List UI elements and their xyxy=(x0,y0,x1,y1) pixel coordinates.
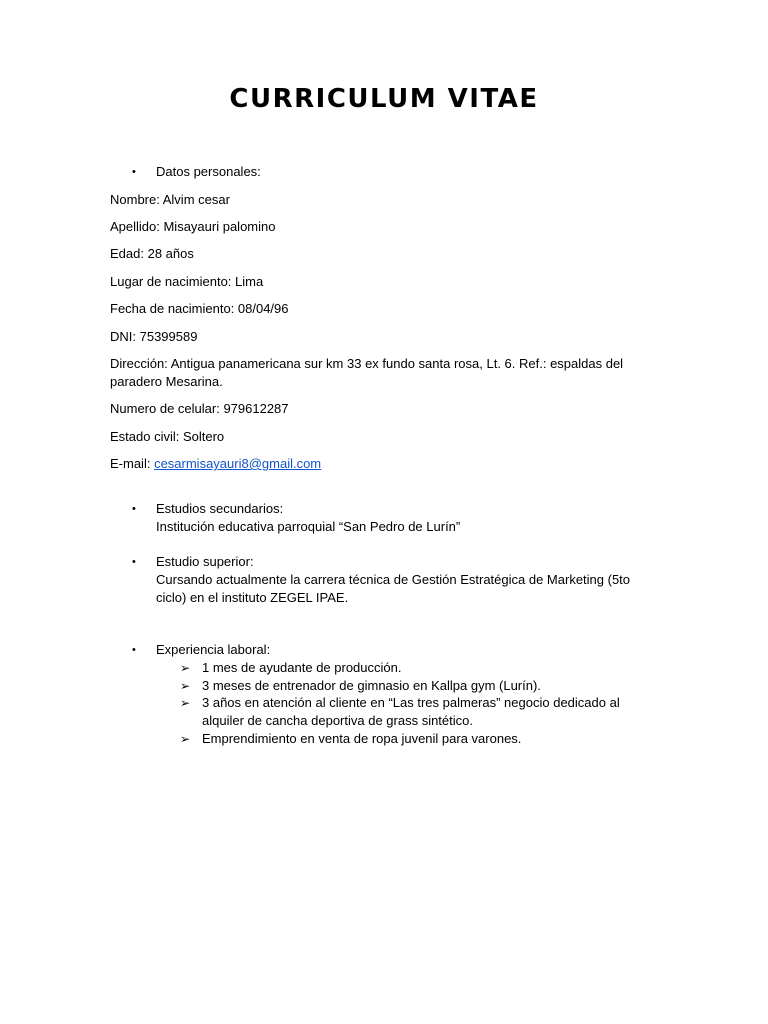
experience-heading: Experiencia laboral: xyxy=(156,642,271,657)
arrow-bullet-icon: ➢ xyxy=(180,732,191,746)
bullet-icon: • xyxy=(132,644,136,656)
secondary-heading: Estudios secundarios: xyxy=(156,501,284,516)
email-label: E-mail: xyxy=(110,456,155,471)
field-direccion: Dirección: Antigua panamericana sur km 33 ex fundo santa rosa, Lt. 6. Ref.: espaldas del paradero Mesarina. xyxy=(110,356,624,389)
higher-heading: Estudio superior: xyxy=(156,554,254,569)
arrow-bullet-icon: ➢ xyxy=(180,679,191,693)
experience-item: 3 meses de entrenador de gimnasio en Kallpa gym (Lurín). xyxy=(202,678,541,693)
field-lugar-nacimiento: Lugar de nacimiento: Lima xyxy=(110,274,264,289)
email-link[interactable]: cesarmisayauri8@gmail.com xyxy=(154,456,322,471)
experience-item: Emprendimiento en venta de ropa juvenil para varones. xyxy=(202,731,522,746)
secondary-detail: Institución educativa parroquial “San Pedro de Lurín” xyxy=(156,519,461,534)
field-edad: Edad: 28 años xyxy=(110,246,194,261)
arrow-bullet-icon: ➢ xyxy=(180,661,191,675)
bullet-icon: • xyxy=(132,503,136,515)
field-estado-civil: Estado civil: Soltero xyxy=(110,429,225,444)
arrow-bullet-icon: ➢ xyxy=(180,696,191,710)
document-title: CURRICULUM VITAE xyxy=(229,84,539,114)
field-email xyxy=(110,455,321,473)
field-celular: Numero de celular: 979612287 xyxy=(110,401,289,416)
field-fecha-nacimiento: Fecha de nacimiento: 08/04/96 xyxy=(110,301,289,316)
bullet-icon: • xyxy=(132,166,136,178)
field-nombre: Nombre: Alvim cesar xyxy=(110,192,230,207)
experience-item: 1 mes de ayudante de producción. xyxy=(202,660,402,675)
personal-heading: Datos personales: xyxy=(156,164,261,179)
experience-item: 3 años en atención al cliente en “Las tres palmeras” negocio dedicado al alquiler de cancha deportiva de grass sintético. xyxy=(202,695,620,728)
field-apellido: Apellido: Misayauri palomino xyxy=(110,219,276,234)
bullet-icon: • xyxy=(132,556,136,568)
field-dni: DNI: 75399589 xyxy=(110,329,198,344)
higher-detail: Cursando actualmente la carrera técnica de Gestión Estratégica de Marketing (5to ciclo) en el instituto ZEGEL IPAE. xyxy=(156,572,631,605)
